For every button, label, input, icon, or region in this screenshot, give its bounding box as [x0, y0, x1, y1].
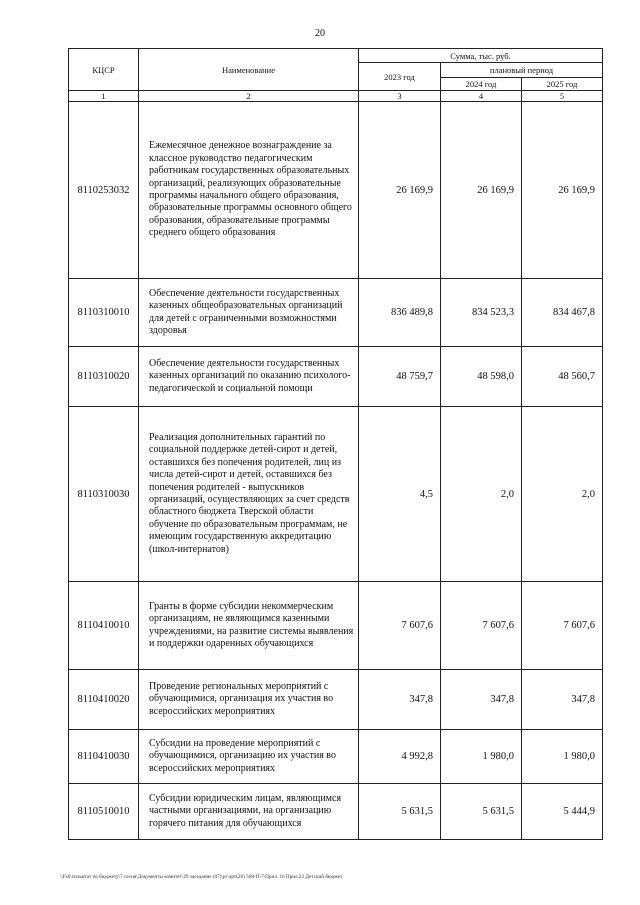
row-code: 8110510010: [69, 784, 139, 840]
row-value-2024: 834 523,3: [441, 279, 522, 347]
row-code: 8110410020: [69, 670, 139, 730]
table-row: [69, 582, 603, 670]
row-value-2024: 347,8: [441, 670, 522, 730]
row-code: 8110310010: [69, 279, 139, 347]
table-row: [69, 279, 603, 347]
row-value-2023: 836 489,8: [359, 279, 441, 347]
row-value-2023: 7 607,6: [359, 582, 441, 670]
row-name: Гранты в форме субсидии некоммерческим организациям, не являющимся казенными учреждениями, на развитие системы выявления и поддержки одаренных обучающихся: [139, 582, 359, 670]
row-name: Субсидии на проведение мероприятий с обучающимися, организацию их участия во всероссийских мероприятиях: [139, 730, 359, 784]
row-code: 8110310020: [69, 347, 139, 407]
row-name: Проведение региональных мероприятий с обучающимися, организация их участия во всероссийских мероприятиях: [139, 670, 359, 730]
row-value-2025: 5 444,9: [522, 784, 603, 840]
row-name: Субсидии юридическим лицам, являющимся частными организациями, на организацию горячего питания для обучающихся: [139, 784, 359, 840]
row-code: 8110310030: [69, 407, 139, 582]
row-value-2023: 5 631,5: [359, 784, 441, 840]
row-value-2024: 26 169,9: [441, 102, 522, 279]
row-code: 8110253032: [69, 102, 139, 279]
row-value-2025: 2,0: [522, 407, 603, 582]
header-planning-period: плановый период: [441, 63, 603, 78]
row-value-2025: 1 980,0: [522, 730, 603, 784]
table-row: [69, 102, 603, 279]
row-value-2025: 26 169,9: [522, 102, 603, 279]
row-value-2023: 4 992,8: [359, 730, 441, 784]
row-value-2023: 347,8: [359, 670, 441, 730]
table-row: [69, 730, 603, 784]
column-number: 5: [522, 91, 603, 102]
row-name: Ежемесячное денежное вознаграждение за классное руководство педагогическим работникам государственных образовательных организаций, реализующих образовательные программы начального общего образования, образовательные программы основного общего образования, образовательные программы среднего общего образования: [139, 102, 359, 279]
header-year-2024: 2024 год: [441, 78, 522, 91]
row-value-2024: 2,0: [441, 407, 522, 582]
header-year-2023: 2023 год: [359, 63, 441, 91]
row-name: Реализация дополнительных гарантий по социальной поддержке детей-сирот и детей, оставшихся без попечения родителей, лиц из числа детей-сирот и детей, оставшихся без попечения родителей - выпускников организаций, осуществляющих за счет средств областного бюджета Тверской области обучение по образовательным программам, не имеющим государственную аккредитацию (школ-интернатов): [139, 407, 359, 582]
row-value-2023: 26 169,9: [359, 102, 441, 279]
column-number: 2: [139, 91, 359, 102]
column-number: 4: [441, 91, 522, 102]
column-number: 1: [69, 91, 139, 102]
table-row: [69, 347, 603, 407]
row-value-2023: 48 759,7: [359, 347, 441, 407]
row-value-2024: 48 598,0: [441, 347, 522, 407]
table-row: [69, 670, 603, 730]
row-value-2025: 834 467,8: [522, 279, 603, 347]
column-number: 3: [359, 91, 441, 102]
header-amount-group: Сумма, тыс. руб.: [359, 49, 603, 63]
row-code: 8110410010: [69, 582, 139, 670]
header-name: Наименование: [139, 49, 359, 91]
budget-table: [68, 48, 603, 840]
row-value-2023: 4,5: [359, 407, 441, 582]
row-value-2025: 48 560,7: [522, 347, 603, 407]
row-name: Обеспечение деятельности государственных казенных организаций по оказанию психолого-педагогической и социальной помощи: [139, 347, 359, 407]
row-value-2024: 7 607,6: [441, 582, 522, 670]
row-value-2024: 5 631,5: [441, 784, 522, 840]
row-value-2025: 347,8: [522, 670, 603, 730]
header-year-2025: 2025 год: [522, 78, 603, 91]
row-value-2025: 7 607,6: [522, 582, 603, 670]
header-code: КЦСР: [69, 49, 139, 91]
footer-file-path: \\Fs0\гильитат по бюджету\7 сесия\Документы комитет\29 заседание (07)\рг\арт(28) 508-П-7\Прил. 16 Прил 23 Детский бюджет: [60, 874, 343, 880]
table-row: [69, 784, 603, 840]
row-value-2024: 1 980,0: [441, 730, 522, 784]
page-number: 20: [315, 28, 325, 39]
row-name: Обеспечение деятельности государственных казенных общеобразовательных организаций для детей с ограниченными возможностями здоровья: [139, 279, 359, 347]
table-row: [69, 407, 603, 582]
row-code: 8110410030: [69, 730, 139, 784]
